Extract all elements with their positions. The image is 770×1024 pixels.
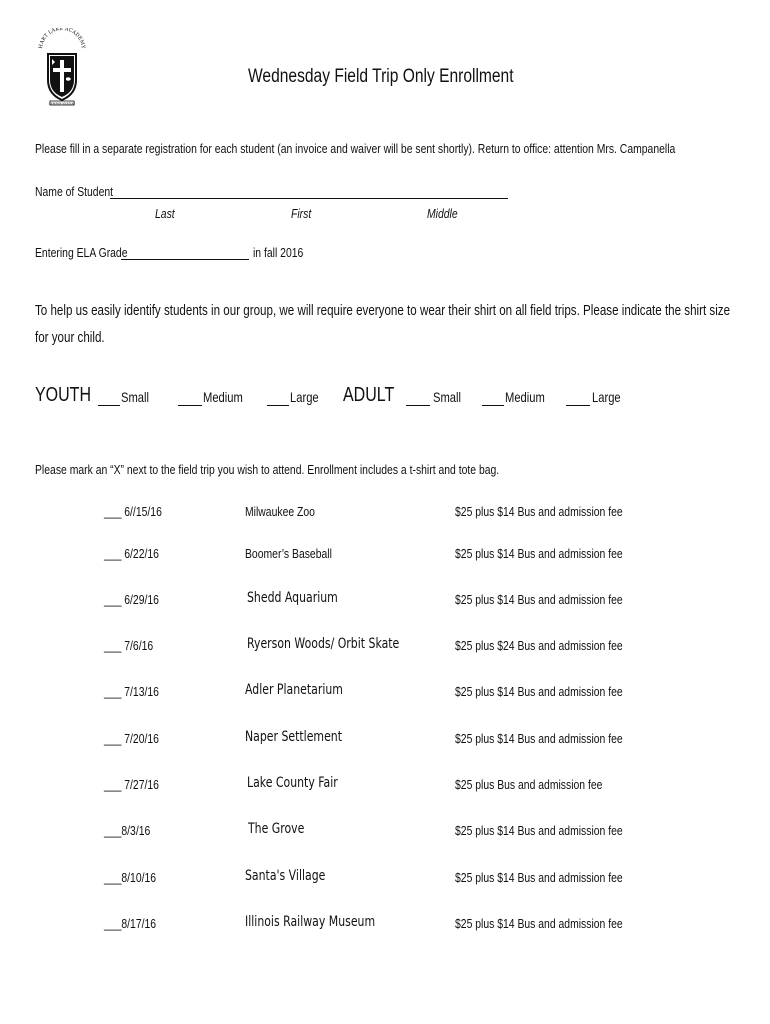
adult-medium-option: Medium <box>505 389 545 405</box>
trip-name: Lake County Fair <box>247 775 338 791</box>
trip-name: Ryerson Woods/ Orbit Skate <box>247 636 400 652</box>
trip-checkbox-date[interactable]: ___ 6/29/16 <box>104 592 159 607</box>
trip-checkbox-date[interactable]: ___ 7/27/16 <box>104 777 159 792</box>
youth-label: YOUTH <box>35 384 91 406</box>
grade-field[interactable] <box>121 259 249 260</box>
trip-fee: $25 plus $24 Bus and admission fee <box>455 638 623 653</box>
trip-name: Adler Planetarium <box>245 682 343 698</box>
trip-checkbox-date[interactable]: ___8/3/16 <box>104 823 151 838</box>
trip-name: Milwaukee Zoo <box>245 504 315 519</box>
youth-medium-option: Medium <box>203 389 243 405</box>
trip-checkbox-date[interactable]: ___ 6/22/16 <box>104 546 159 561</box>
last-name-sublabel: Last <box>155 206 175 221</box>
trip-checkbox-date[interactable]: ___ 7/6/16 <box>104 638 154 653</box>
trip-checkbox-date[interactable]: ___8/17/16 <box>104 916 157 931</box>
trip-fee: $25 plus $14 Bus and admission fee <box>455 504 623 519</box>
youth-large-blank[interactable] <box>267 393 289 406</box>
trip-checkbox-date[interactable]: ___8/10/16 <box>104 870 157 885</box>
svg-text:SEMPER VERITAS: SEMPER VERITAS <box>48 101 76 106</box>
student-name-label: Name of Student <box>35 184 114 199</box>
trip-name: Illinois Railway Museum <box>245 914 376 930</box>
trip-fee: $25 plus $14 Bus and admission fee <box>455 731 623 746</box>
grade-label: Entering ELA Grade <box>35 245 128 260</box>
instructions-text: Please fill in a separate registration for each student (an invoice and waiver will be sent shortly). Return to office: attention Mrs. Campanella <box>35 141 676 156</box>
svg-text:HART LAKE ACADEMY: HART LAKE ACADEMY <box>37 28 86 50</box>
adult-small-option: Small <box>433 389 462 405</box>
middle-name-sublabel: Middle <box>427 206 458 221</box>
trip-fee: $25 plus $14 Bus and admission fee <box>455 870 623 885</box>
student-name-field[interactable] <box>110 198 508 199</box>
youth-small-option: Small <box>121 389 150 405</box>
grade-suffix: in fall 2016 <box>253 245 304 260</box>
youth-medium-blank[interactable] <box>178 393 202 406</box>
adult-medium-blank[interactable] <box>482 393 504 406</box>
adult-small-blank[interactable] <box>406 393 430 406</box>
trip-checkbox-date[interactable]: ___ 7/20/16 <box>104 731 159 746</box>
trip-name: Boomer’s Baseball <box>245 546 332 561</box>
trip-name: Santa's Village <box>245 868 326 884</box>
adult-large-option: Large <box>592 389 621 405</box>
trip-fee: $25 plus $14 Bus and admission fee <box>455 546 623 561</box>
trip-fee: $25 plus $14 Bus and admission fee <box>455 592 623 607</box>
trip-name: Shedd Aquarium <box>247 590 338 606</box>
adult-large-blank[interactable] <box>566 393 590 406</box>
adult-label: ADULT <box>343 384 395 406</box>
trips-instructions: Please mark an “X” next to the field trip you wish to attend. Enrollment includes a t-shirt and tote bag. <box>35 462 500 477</box>
shirt-instructions: To help us easily identify students in our group, we will require everyone to wear their shirt on all field trips. Please indicate the shirt size for your child. <box>35 303 731 346</box>
trip-fee: $25 plus $14 Bus and admission fee <box>455 823 623 838</box>
trip-checkbox-date[interactable]: ___ 7/13/16 <box>104 684 159 699</box>
page-title: Wednesday Field Trip Only Enrollment <box>248 66 514 87</box>
first-name-sublabel: First <box>291 206 312 221</box>
trip-checkbox-date[interactable]: ___ 6//15/16 <box>104 504 162 519</box>
trip-fee: $25 plus Bus and admission fee <box>455 777 603 792</box>
trip-name: Naper Settlement <box>245 729 343 745</box>
youth-small-blank[interactable] <box>98 393 120 406</box>
trip-fee: $25 plus $14 Bus and admission fee <box>455 916 623 931</box>
trip-fee: $25 plus $14 Bus and admission fee <box>455 684 623 699</box>
school-crest-logo <box>36 28 88 108</box>
youth-large-option: Large <box>290 389 319 405</box>
trip-name: The Grove <box>248 821 305 837</box>
